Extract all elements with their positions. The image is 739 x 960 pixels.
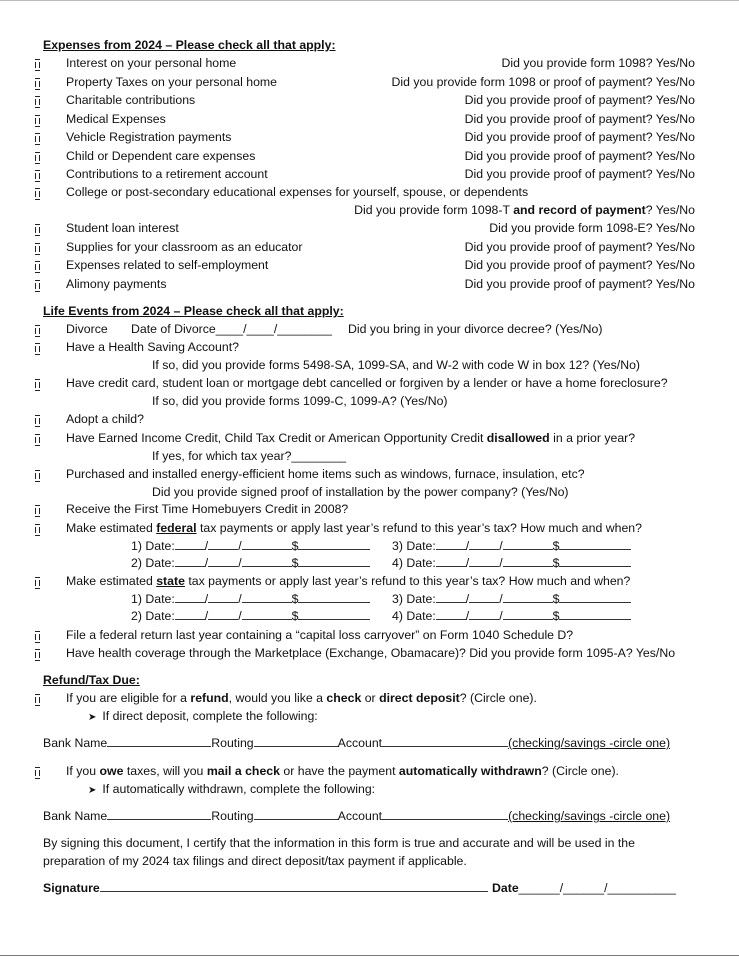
certify-line-1: By signing this document, I certify that the information in this form is true and accurate and will be used in the <box>43 836 635 850</box>
checkbox-vehicle[interactable] <box>35 133 40 145</box>
expense-question: Did you provide proof of payment? Yes/No <box>464 240 695 254</box>
expenses-heading: Expenses from 2024 – Please check all that apply: <box>43 38 336 52</box>
expense-label: Alimony payments <box>66 277 167 291</box>
checkbox-energy[interactable] <box>35 470 40 482</box>
expense-label: Medical Expenses <box>66 112 166 126</box>
federal-payment-2[interactable]: 2) Date: / / $ <box>131 556 370 570</box>
owe-question: If you owe taxes, will you mail a check or have the payment automatically withdrawn? (Circle one). <box>66 764 619 778</box>
state-payment-4[interactable]: 4) Date: / / $ <box>392 609 631 623</box>
checkbox-adopt[interactable] <box>35 415 40 427</box>
checkbox-classroom[interactable] <box>35 243 40 255</box>
federal-payment-4[interactable]: 4) Date: / / $ <box>392 556 631 570</box>
tax-year-field[interactable]: ________ <box>291 449 347 463</box>
checkbox-student-loan[interactable] <box>35 224 40 236</box>
bank-info-row-2[interactable]: Bank Name Routing Account (checking/savings -circle one) <box>43 809 671 823</box>
divorce-label: Divorce <box>66 322 108 336</box>
federal-payment-3[interactable]: 3) Date: / / $ <box>392 539 631 553</box>
expense-question: Did you provide form 1098-E? Yes/No <box>489 221 695 235</box>
energy-question: Did you provide signed proof of installation by the power company? (Yes/No) <box>152 485 569 499</box>
arrow-bullet-icon: ➤ <box>88 712 97 723</box>
expense-question: Did you provide form 1098 or proof of payment? Yes/No <box>391 75 695 89</box>
expense-label: College or post-secondary educational expenses for yourself, spouse, or dependents <box>66 185 529 199</box>
checkbox-alimony[interactable] <box>35 280 40 292</box>
certify-line-2: preparation of my 2024 tax filings and direct deposit/tax payment if applicable. <box>43 854 467 868</box>
bank-info-row-1[interactable]: Bank Name Routing Account (checking/savings -circle one) <box>43 736 671 750</box>
federal-payment-1[interactable]: 1) Date: / / $ <box>131 539 370 553</box>
expense-label: Child or Dependent care expenses <box>66 149 256 163</box>
expense-question: Did you provide form 1098? Yes/No <box>501 56 695 70</box>
checkbox-retirement[interactable] <box>35 170 40 182</box>
refund-question: If you are eligible for a refund, would you like a check or direct deposit? (Circle one). <box>66 691 537 705</box>
state-payment-1[interactable]: 1) Date: / / $ <box>131 592 370 606</box>
signature-row[interactable]: Signature <box>43 881 488 895</box>
divorce-question: Did you bring in your divorce decree? (Yes/No) <box>348 322 603 336</box>
checkbox-property-taxes[interactable] <box>35 78 40 90</box>
expense-label: Contributions to a retirement account <box>66 167 268 181</box>
checkbox-capital-loss[interactable] <box>35 631 40 643</box>
page-top-border <box>0 0 739 1</box>
signature-date-field[interactable]: Date______/______/__________ <box>492 881 676 895</box>
adopt-label: Adopt a child? <box>66 412 144 426</box>
expense-label: Student loan interest <box>66 221 179 235</box>
expense-question: Did you provide proof of payment? Yes/No <box>464 277 695 291</box>
expense-label: Charitable contributions <box>66 93 196 107</box>
checkbox-federal[interactable] <box>35 524 40 536</box>
refund-heading: Refund/Tax Due: <box>43 673 140 687</box>
hsa-question: If so, did you provide forms 5498-SA, 1099-SA, and W-2 with code W in box 12? (Yes/No) <box>152 358 641 372</box>
expense-label: Expenses related to self-employment <box>66 258 269 272</box>
checkbox-state[interactable] <box>35 577 40 589</box>
page-bottom-border <box>0 955 739 956</box>
life-events-heading: Life Events from 2024 – Please check all that apply: <box>43 304 344 318</box>
checkbox-charitable[interactable] <box>35 96 40 108</box>
expense-question: Did you provide proof of payment? Yes/No <box>464 258 695 272</box>
checkbox-interest[interactable] <box>35 59 40 71</box>
expense-question: Did you provide proof of payment? Yes/No <box>464 167 695 181</box>
refund-sub: ➤ If direct deposit, complete the following: <box>88 709 318 723</box>
expense-label: Vehicle Registration payments <box>66 130 232 144</box>
debt-question: If so, did you provide forms 1099-C, 1099-A? (Yes/No) <box>152 394 448 408</box>
checkbox-self-employment[interactable] <box>35 261 40 273</box>
marketplace-label: Have health coverage through the Marketplace (Exchange, Obamacare)? Did you provide form 1095-A? Yes/No <box>66 646 676 660</box>
expense-label: Property Taxes on your personal home <box>66 75 277 89</box>
federal-label: Make estimated federal tax payments or apply last year’s refund to this year’s tax? How much and when? <box>66 521 642 535</box>
expense-question: Did you provide proof of payment? Yes/No <box>464 130 695 144</box>
capital-loss-label: File a federal return last year containing a “capital loss carryover” on Form 1040 Schedule D? <box>66 628 574 642</box>
owe-sub: ➤ If automatically withdrawn, complete the following: <box>88 782 376 796</box>
state-payment-3[interactable]: 3) Date: / / $ <box>392 592 631 606</box>
expense-question: Did you provide proof of payment? Yes/No <box>464 112 695 126</box>
divorce-date-field[interactable]: Date of Divorce____/____/________ <box>131 322 333 336</box>
checkbox-eic[interactable] <box>35 434 40 446</box>
checkbox-medical[interactable] <box>35 115 40 127</box>
checkbox-college[interactable] <box>35 188 40 200</box>
state-label: Make estimated state tax payments or apply last year’s refund to this year’s tax? How much and when? <box>66 574 631 588</box>
expense-label: Interest on your personal home <box>66 56 237 70</box>
eic-label: Have Earned Income Credit, Child Tax Credit or American Opportunity Credit disallowed in a prior year? <box>66 431 636 445</box>
checkbox-marketplace[interactable] <box>35 649 40 661</box>
expense-question: Did you provide proof of payment? Yes/No <box>464 149 695 163</box>
checkbox-divorce[interactable] <box>35 325 40 337</box>
eic-question: If yes, for which tax year?________ <box>152 449 347 463</box>
checkbox-hsa[interactable] <box>35 343 40 355</box>
hsa-label: Have a Health Saving Account? <box>66 340 239 354</box>
checkbox-owe[interactable] <box>35 767 40 779</box>
checkbox-debt[interactable] <box>35 379 40 391</box>
checkbox-refund[interactable] <box>35 694 40 706</box>
expense-question: Did you provide proof of payment? Yes/No <box>464 93 695 107</box>
debt-label: Have credit card, student loan or mortgage debt cancelled or forgiven by a lender or have a home foreclosure? <box>66 376 668 390</box>
arrow-bullet-icon: ➤ <box>88 785 97 796</box>
expense-label: Supplies for your classroom as an educator <box>66 240 303 254</box>
energy-label: Purchased and installed energy-efficient home items such as windows, furnace, insulation, etc? <box>66 467 585 481</box>
checkbox-homebuyer[interactable] <box>35 505 40 517</box>
college-question: Did you provide form 1098-T and record of payment? Yes/No <box>354 203 695 217</box>
homebuyer-label: Receive the First Time Homebuyers Credit in 2008? <box>66 502 349 516</box>
checkbox-child-care[interactable] <box>35 152 40 164</box>
state-payment-2[interactable]: 2) Date: / / $ <box>131 609 370 623</box>
